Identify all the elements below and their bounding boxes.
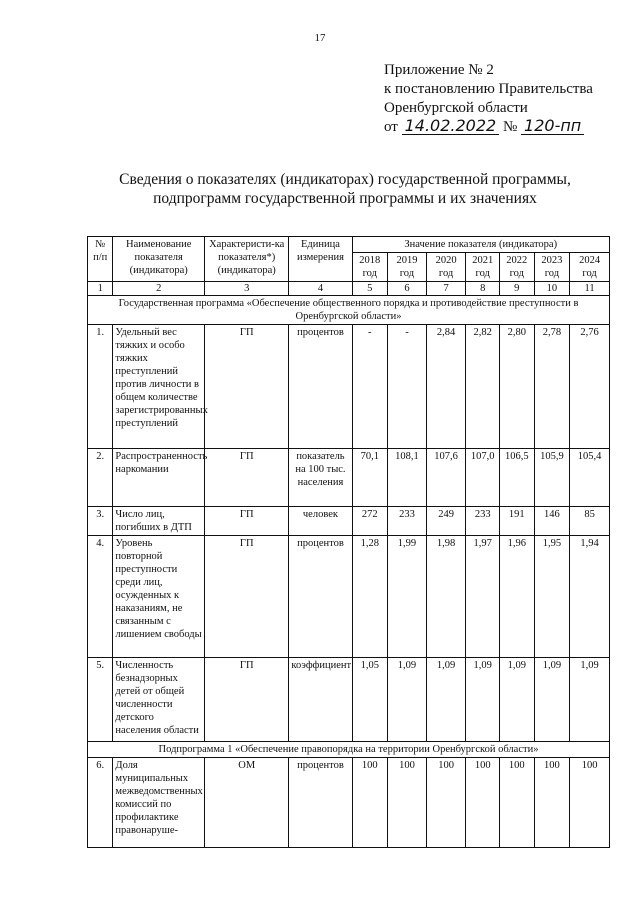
indicator-name: Численность безнадзорных детей от общей численности детского населения области (113, 658, 205, 742)
indicator-value: 2,82 (466, 325, 500, 449)
section-row-subprogram (88, 742, 610, 758)
indicator-value: 1,05 (352, 658, 388, 742)
indicator-characteristic: ГП (204, 449, 288, 507)
indicator-value: 105,9 (534, 449, 570, 507)
indicator-name: Число лиц, погибших в ДТП (113, 507, 205, 536)
header-characteristic: Характеристи-ка показателя*) (индикатора) (204, 237, 288, 282)
indicator-value: 2,76 (570, 325, 610, 449)
indicator-characteristic: ОМ (204, 758, 288, 848)
header-year: 2023 год (534, 253, 570, 282)
table-row (88, 658, 610, 742)
subprogram-rows (88, 758, 610, 848)
indicator-value: 2,84 (426, 325, 466, 449)
appendix-line1: Приложение № 2 (384, 62, 494, 78)
indicator-unit: процентов (289, 758, 352, 848)
table-row (88, 507, 610, 536)
indicator-value: 100 (388, 758, 427, 848)
row-number: 6. (88, 758, 113, 848)
decree-date: 14.02.2022 (402, 118, 500, 135)
table-row (88, 449, 610, 507)
indicator-unit: показатель на 100 тыс. населения (289, 449, 352, 507)
column-number: 10 (534, 282, 570, 296)
column-number: 9 (500, 282, 535, 296)
indicator-value: 85 (570, 507, 610, 536)
indicator-value: 1,99 (388, 536, 427, 658)
header-year: 2024 год (570, 253, 610, 282)
appendix-line2: к постановлению Правительства (384, 81, 593, 97)
title-line2: подпрограмм государственной программы и их значениях (153, 190, 537, 207)
column-number: 2 (113, 282, 205, 296)
indicator-value: 108,1 (388, 449, 427, 507)
indicator-value: 191 (500, 507, 535, 536)
indicator-characteristic: ГП (204, 507, 288, 536)
indicator-value: 1,97 (466, 536, 500, 658)
document-title (40, 170, 640, 208)
column-number-row (88, 282, 610, 296)
indicator-value: 1,09 (570, 658, 610, 742)
section-title: Государственная программа «Обеспечение общественного порядка и противодействие преступности в Оренбургской области» (88, 296, 610, 325)
number-label: № (502, 119, 518, 135)
indicator-value: 100 (466, 758, 500, 848)
indicator-name: Распространенность наркомании (113, 449, 205, 507)
indicator-value: 1,28 (352, 536, 388, 658)
indicator-value: 1,96 (500, 536, 535, 658)
row-number: 1. (88, 325, 113, 449)
column-number: 11 (570, 282, 610, 296)
section-title: Подпрограмма 1 «Обеспечение правопорядка на территории Оренбургской области» (88, 742, 610, 758)
indicator-value: 1,09 (388, 658, 427, 742)
row-number: 3. (88, 507, 113, 536)
header-no: № п/п (88, 237, 113, 282)
indicator-value: - (388, 325, 427, 449)
indicator-value: 100 (352, 758, 388, 848)
indicator-value: 1,94 (570, 536, 610, 658)
indicator-value: 249 (426, 507, 466, 536)
indicator-characteristic: ГП (204, 536, 288, 658)
header-year: 2019 год (388, 253, 427, 282)
indicator-value: 1,09 (466, 658, 500, 742)
indicator-value: 100 (570, 758, 610, 848)
header-name: Наименование показателя (индикатора) (113, 237, 205, 282)
column-number: 5 (352, 282, 388, 296)
program-rows (88, 325, 610, 742)
page-number: 17 (314, 32, 326, 44)
indicator-value: 107,0 (466, 449, 500, 507)
appendix-date-line (384, 118, 593, 137)
indicator-unit: коэффициент (289, 658, 352, 742)
indicator-unit: процентов (289, 536, 352, 658)
table-row (88, 325, 610, 449)
indicator-value: 70,1 (352, 449, 388, 507)
indicator-unit: человек (289, 507, 352, 536)
indicator-value: 233 (388, 507, 427, 536)
header-values: Значение показателя (индикатора) (352, 237, 610, 253)
table-row (88, 758, 610, 848)
column-number: 4 (289, 282, 352, 296)
indicator-value: 146 (534, 507, 570, 536)
header-year: 2020 год (426, 253, 466, 282)
column-number: 3 (204, 282, 288, 296)
indicator-name: Удельный вес тяжких и особо тяжких преступлений против личности в общем количестве зарегистрированных преступлений (113, 325, 205, 449)
indicators-table (87, 236, 610, 848)
indicator-value: 2,78 (534, 325, 570, 449)
row-number: 5. (88, 658, 113, 742)
column-number: 8 (466, 282, 500, 296)
column-number: 6 (388, 282, 427, 296)
indicator-name: Уровень повторной преступности среди лиц, осужденных к наказаниям, не связанным с лишением свободы (113, 536, 205, 658)
indicator-value: 272 (352, 507, 388, 536)
column-number: 1 (88, 282, 113, 296)
header-year: 2021 год (466, 253, 500, 282)
title-line1: Сведения о показателях (индикаторах) государственной программы, (119, 171, 571, 188)
indicator-value: 100 (500, 758, 535, 848)
header-year: 2018 год (352, 253, 388, 282)
row-number: 2. (88, 449, 113, 507)
indicator-value: 233 (466, 507, 500, 536)
header-unit: Единица измерения (289, 237, 352, 282)
header-row (88, 237, 610, 253)
appendix-block (384, 61, 593, 137)
indicator-unit: процентов (289, 325, 352, 449)
indicator-value: 1,95 (534, 536, 570, 658)
indicator-value: 105,4 (570, 449, 610, 507)
column-number: 7 (426, 282, 466, 296)
from-label: от (384, 119, 398, 135)
indicator-value: 106,5 (500, 449, 535, 507)
indicator-value: 1,09 (534, 658, 570, 742)
section-row-program (88, 296, 610, 325)
row-number: 4. (88, 536, 113, 658)
indicator-value: 1,98 (426, 536, 466, 658)
indicator-value: 100 (426, 758, 466, 848)
header-year: 2022 год (500, 253, 535, 282)
indicator-value: - (352, 325, 388, 449)
indicator-value: 2,80 (500, 325, 535, 449)
indicator-characteristic: ГП (204, 325, 288, 449)
decree-number: 120-пп (521, 118, 584, 135)
indicator-value: 1,09 (500, 658, 535, 742)
indicator-value: 100 (534, 758, 570, 848)
table-row (88, 536, 610, 658)
appendix-line3: Оренбургской области (384, 100, 528, 116)
indicator-value: 1,09 (426, 658, 466, 742)
indicator-name: Доля муниципальных межведомственных комиссий по профилактике правонаруше- (113, 758, 205, 848)
indicator-characteristic: ГП (204, 658, 288, 742)
indicator-value: 107,6 (426, 449, 466, 507)
